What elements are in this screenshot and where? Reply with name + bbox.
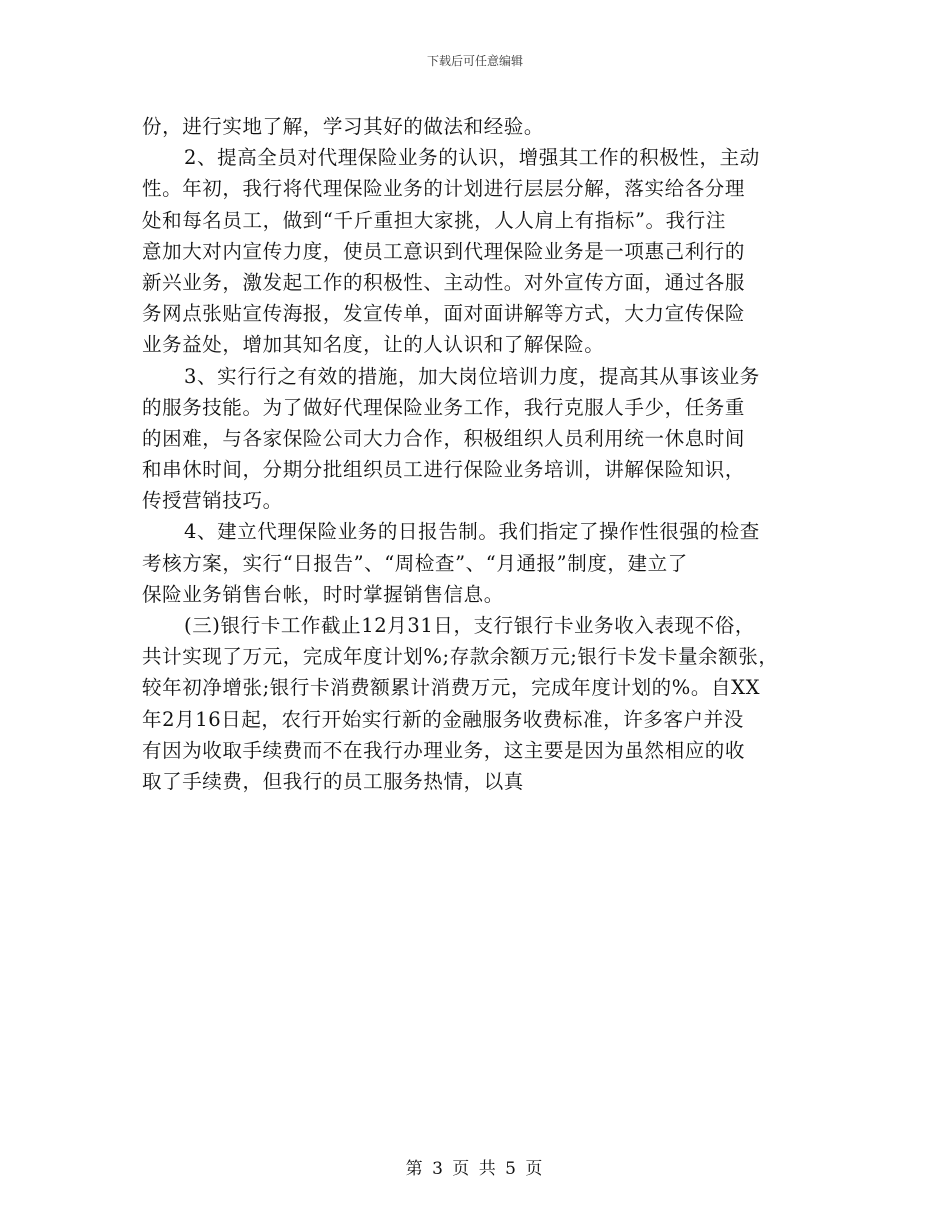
text-line: 性。年初，我行将代理保险业务的计划进行层层分解，落实给各分理 bbox=[142, 177, 746, 201]
text-line: 3、实行行之有效的措施，加大岗位培训力度，提高其从事该业务 bbox=[184, 364, 760, 388]
text-line: 意加大对内宣传力度，使员工意识到代理保险业务是一项惠己利行的 bbox=[142, 239, 746, 263]
text-line: 的困难，与各家保险公司大力合作，积极组织人员利用统一休息时间 bbox=[142, 426, 746, 450]
text-line: 务网点张贴宣传海报，发宣传单，面对面讲解等方式，大力宣传保险 bbox=[142, 302, 746, 326]
page-number-footer: 第 3 页 共 5 页 bbox=[405, 1159, 545, 1179]
text-line: 4、建立代理保险业务的日报告制。我们指定了操作性很强的检查 bbox=[184, 520, 760, 544]
text-line: 保险业务销售台帐，时时掌握销售信息。 bbox=[142, 582, 504, 606]
text-line: 有因为收取手续费而不在我行办理业务，这主要是因为虽然相应的收 bbox=[142, 738, 746, 762]
document-body bbox=[142, 111, 814, 797]
text-line: 业务益处，增加其知名度，让的人认识和了解保险。 bbox=[142, 333, 605, 357]
text-line: (三)银行卡工作截止12月31日，支行银行卡业务收入表现不俗， bbox=[184, 614, 755, 637]
text-line: 的服务技能。为了做好代理保险业务工作，我行克服人手少，任务重 bbox=[142, 395, 746, 419]
text-line: 2、提高全员对代理保险业务的认识，增强其工作的积极性，主动 bbox=[184, 146, 760, 170]
text-line: 较年初净增张;银行卡消费额累计消费万元，完成年度计划的%。自XX bbox=[142, 676, 761, 700]
text-line: 和串休时间，分期分批组织员工进行保险业务培训，讲解保险知识， bbox=[142, 458, 746, 482]
text-line: 处和每名员工，做到“千斤重担大家挑，人人肩上有指标”。我行注 bbox=[142, 208, 726, 232]
text-line: 取了手续费，但我行的员工服务热情，以真 bbox=[142, 769, 524, 793]
text-line: 年2月16日起，农行开始实行新的金融服务收费标准，许多客户并没 bbox=[142, 707, 744, 731]
text-line: 传授营销技巧。 bbox=[142, 489, 283, 513]
page-header: 下载后可任意编辑 bbox=[426, 54, 523, 68]
text-line: 考核方案，实行“日报告”、“周检查”、“月通报”制度，建立了 bbox=[142, 551, 688, 575]
text-line: 份，进行实地了解，学习其好的做法和经验。 bbox=[142, 115, 545, 138]
text-line: 共计实现了万元，完成年度计划%;存款余额万元;银行卡发卡量余额张， bbox=[142, 645, 779, 669]
text-line: 新兴业务，激发起工作的积极性、主动性。对外宣传方面，通过各服 bbox=[142, 270, 746, 294]
